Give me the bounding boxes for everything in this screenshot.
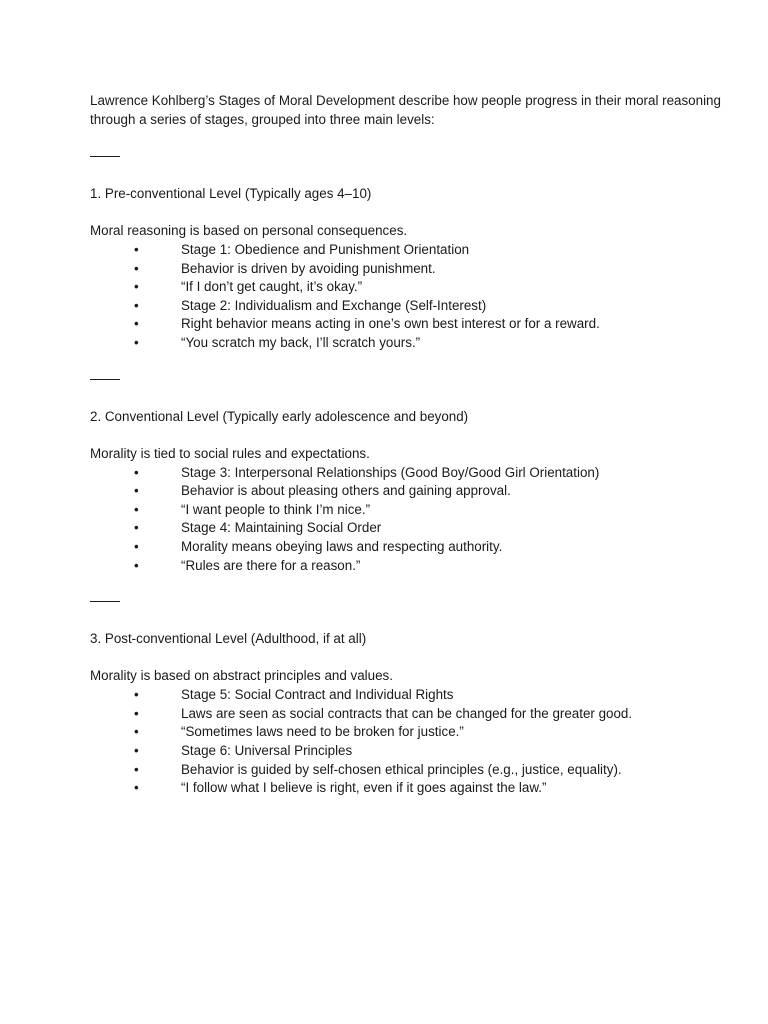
list-item — [90, 259, 730, 278]
separator-line — [90, 156, 120, 157]
list-item — [90, 314, 730, 333]
section-separator — [90, 370, 730, 389]
list-item — [90, 333, 730, 352]
spacer — [90, 426, 730, 444]
spacer — [90, 648, 730, 666]
list-item-text: Morality means obeying laws and respecting authority. — [181, 538, 503, 554]
list-item — [90, 500, 730, 519]
stage-list — [90, 240, 730, 352]
spacer — [90, 129, 730, 147]
bullet-icon: • — [134, 538, 139, 554]
bullet-icon: • — [134, 742, 139, 758]
list-item-text: “If I don’t get caught, it’s okay.” — [181, 279, 363, 295]
separator-line — [90, 379, 120, 380]
bullet-icon: • — [134, 557, 139, 573]
list-item — [90, 537, 730, 556]
bullet-icon: • — [134, 316, 139, 332]
bullet-icon: • — [134, 297, 139, 313]
spacer — [90, 574, 730, 592]
list-item-text: Behavior is about pleasing others and gaining approval. — [181, 483, 511, 499]
bullet-icon: • — [134, 761, 139, 777]
list-item-text: Stage 6: Universal Principles — [181, 742, 353, 758]
intro-paragraph: Lawrence Kohlberg’s Stages of Moral Development describe how people progress in their moral reasoning through a series of stages, grouped into three main levels: — [90, 93, 721, 127]
list-item-text: Stage 2: Individualism and Exchange (Self-Interest) — [181, 297, 487, 313]
spacer — [90, 352, 730, 370]
spacer — [90, 166, 730, 184]
list-item — [90, 240, 730, 259]
list-item — [90, 778, 730, 797]
list-item — [90, 704, 730, 723]
list-item — [90, 760, 730, 779]
list-item-text: Stage 5: Social Contract and Individual Rights — [181, 687, 454, 703]
section-separator — [90, 147, 730, 166]
bullet-icon: • — [134, 687, 139, 703]
list-item-text: “You scratch my back, I’ll scratch yours.” — [181, 334, 421, 350]
bullet-icon: • — [134, 242, 139, 257]
bullet-icon: • — [134, 520, 139, 536]
list-item-text: “Sometimes laws need to be broken for justice.” — [181, 724, 464, 740]
level-summary: Moral reasoning is based on personal consequences. — [90, 223, 408, 238]
list-item-text: Stage 1: Obedience and Punishment Orientation — [181, 242, 470, 257]
bullet-icon: • — [134, 260, 139, 276]
bullet-icon: • — [134, 279, 139, 295]
level-heading: 1. Pre-conventional Level (Typically ages 4–10) — [90, 186, 372, 201]
bullet-icon: • — [134, 334, 139, 350]
spacer — [90, 611, 730, 629]
list-item — [90, 277, 730, 296]
list-item — [90, 556, 730, 575]
list-item-text: Right behavior means acting in one’s own best interest or for a reward. — [181, 316, 600, 332]
spacer — [90, 389, 730, 407]
list-item-text: Laws are seen as social contracts that can be changed for the greater good. — [181, 705, 633, 721]
level-heading: 2. Conventional Level (Typically early adolescence and beyond) — [90, 408, 469, 424]
list-item-text: Behavior is driven by avoiding punishment. — [181, 260, 436, 276]
stage-list — [90, 685, 730, 797]
list-item — [90, 685, 730, 704]
list-item — [90, 463, 730, 482]
separator-line — [90, 601, 120, 602]
document-page — [90, 91, 730, 797]
list-item-text: “Rules are there for a reason.” — [181, 557, 361, 573]
bullet-icon: • — [134, 705, 139, 721]
list-item — [90, 481, 730, 500]
bullet-icon: • — [134, 501, 139, 517]
list-item-text: “I want people to think I’m nice.” — [181, 501, 371, 517]
spacer — [90, 203, 730, 221]
list-item — [90, 741, 730, 760]
list-item — [90, 296, 730, 315]
section-separator — [90, 592, 730, 611]
stage-list — [90, 463, 730, 575]
list-item — [90, 518, 730, 537]
list-item-text: Stage 3: Interpersonal Relationships (Good Boy/Good Girl Orientation) — [181, 464, 600, 480]
level-summary: Morality is tied to social rules and expectations. — [90, 445, 370, 461]
level-summary: Morality is based on abstract principles and values. — [90, 668, 393, 684]
list-item-text: Stage 4: Maintaining Social Order — [181, 520, 382, 536]
bullet-icon: • — [134, 464, 139, 480]
list-item-text: “I follow what I believe is right, even if it goes against the law.” — [181, 780, 547, 796]
level-heading: 3. Post-conventional Level (Adulthood, if at all) — [90, 631, 367, 647]
bullet-icon: • — [134, 724, 139, 740]
bullet-icon: • — [134, 483, 139, 499]
bullet-icon: • — [134, 780, 139, 796]
list-item — [90, 722, 730, 741]
list-item-text: Behavior is guided by self-chosen ethical principles (e.g., justice, equality). — [181, 761, 622, 777]
